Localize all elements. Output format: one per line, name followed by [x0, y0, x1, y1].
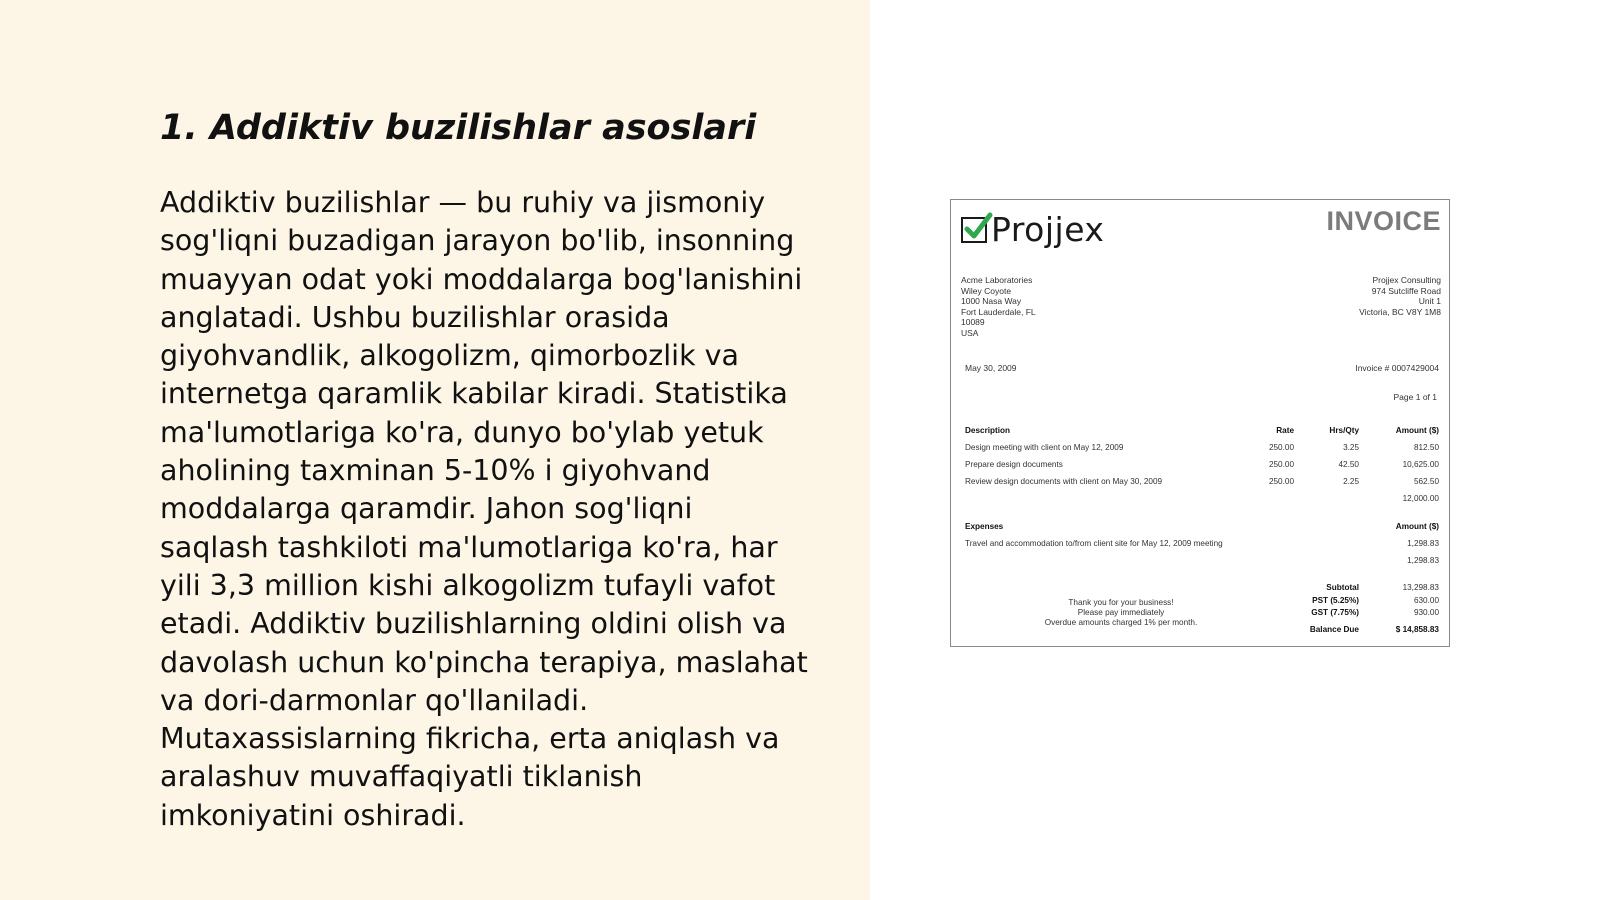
table-row: Prepare design documents 250.00 42.50 10,625.00	[965, 460, 1439, 469]
body-line: sog'liqni buzadigan jarayon bo'lib, insonning	[160, 224, 795, 258]
table-row: Travel and accommodation to/from client site for May 12, 2009 meeting 1,298.83	[965, 539, 1439, 548]
subtotal-row: Subtotal 13,298.83	[1326, 583, 1439, 592]
table-row: Review design documents with client on May 30, 2009 250.00 2.25 562.50	[965, 477, 1439, 486]
body-line: internetga qaramlik kabilar kiradi. Statistika	[160, 377, 788, 411]
items-total-row: 12,000.00	[1402, 494, 1439, 503]
table-row: Design meeting with client on May 12, 2009 250.00 3.25 812.50	[965, 443, 1439, 452]
thank-you-note: Thank you for your business! Please pay immediately Overdue amounts charged 1% per month.	[1044, 598, 1198, 627]
slide-body	[160, 184, 850, 835]
body-line: moddalarga qaramdir. Jahon sog'liqni	[160, 492, 693, 526]
bill-to-address: Acme Laboratories Wiley Coyote 1000 Nasa Way Fort Lauderdale, FL 10089 USA	[961, 275, 1036, 338]
body-line: saqlash tashkiloti ma'lumotlariga ko'ra, har	[160, 530, 778, 564]
expenses-total-row: 1,298.83	[1407, 556, 1439, 565]
body-line: aralashuv muvaffaqiyatli tiklanish	[160, 760, 643, 794]
logo-text: Projjex	[991, 210, 1105, 249]
gst-row: GST (7.75%) 930.00	[1311, 608, 1439, 617]
expenses-table	[965, 522, 1439, 573]
body-line: yili 3,3 million kishi alkogolizm tufayli vafot	[160, 568, 776, 602]
slide-title: 1. Addiktiv buzilishlar asoslari	[160, 108, 757, 148]
totals-block	[1279, 583, 1439, 637]
page-indicator: Page 1 of 1	[1393, 392, 1437, 402]
projjex-logo	[961, 212, 1104, 248]
expenses-header: Expenses Amount ($)	[965, 522, 1439, 531]
body-line: Addiktiv buzilishlar — bu ruhiy va jismoniy	[160, 186, 766, 219]
body-line: anglatadi. Ushbu buzilishlar orasida	[160, 300, 670, 334]
pst-row: PST (5.25%) 630.00	[1312, 595, 1439, 605]
invoice-image	[950, 199, 1450, 647]
body-line: aholining taxminan 5-10% i giyohvand	[160, 454, 711, 488]
body-line: davolash uchun ko'pincha terapiya, maslahat	[160, 645, 808, 679]
body-line: imkoniyatini oshiradi.	[160, 798, 466, 832]
line-items-table	[965, 426, 1439, 511]
invoice-heading: INVOICE	[1326, 206, 1441, 236]
body-line: giyohvandlik, alkogolizm, qimorbozlik va	[160, 339, 739, 373]
body-line: Mutaxassislarning fikricha, erta aniqlash va	[160, 722, 780, 756]
table-header: Description Rate Hrs/Qty Amount ($)	[965, 426, 1439, 435]
body-line: ma'lumotlariga ko'ra, dunyo bo'ylab yetuk	[160, 415, 764, 449]
invoice-date: May 30, 2009	[965, 363, 1017, 373]
body-line: va dori-darmonlar qo'llaniladi.	[160, 683, 589, 717]
body-line: muayyan odat yoki moddalarga bog'lanishini	[160, 262, 803, 296]
balance-due-row: Balance Due $ 14,858.83	[1309, 624, 1439, 634]
invoice-number: Invoice # 0007429004	[1355, 363, 1439, 373]
body-line: etadi. Addiktiv buzilishlarning oldini olish va	[160, 607, 787, 641]
from-address: Projjex Consulting 974 Sutcliffe Road Unit 1 Victoria, BC V8Y 1M8	[1359, 275, 1441, 317]
checkmark-icon	[961, 217, 987, 243]
